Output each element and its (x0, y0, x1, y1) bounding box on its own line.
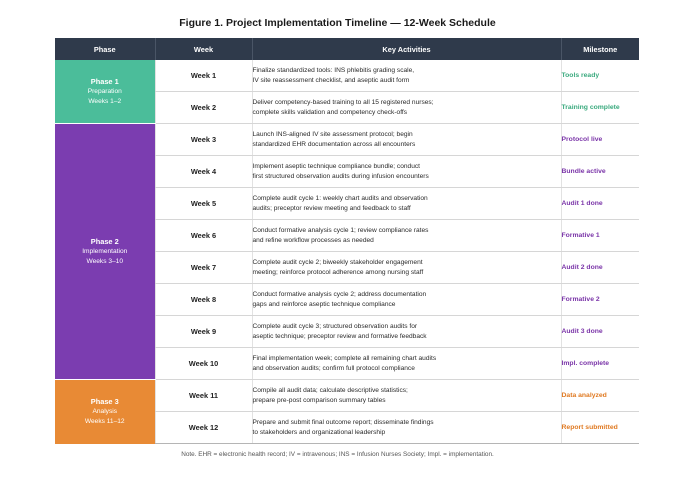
table-row (55, 60, 639, 92)
activity-line: prepare pre-post comparison summary tables (252, 396, 386, 404)
activity-line: Launch INS-aligned IV site assessment protocol; begin (252, 130, 413, 138)
column-header-week: Week (155, 38, 252, 60)
phase-name: Phase 2 (90, 236, 119, 246)
week-cell: Week 11 (155, 380, 252, 412)
activity-line: and refine workflow processes as needed (252, 236, 374, 244)
activity-line: aseptic technique; preceptor review and formative feedback (252, 332, 427, 340)
activity-cell (252, 348, 561, 380)
phase-2-cell (55, 124, 155, 380)
activity-cell (252, 156, 561, 188)
activity-line: IV site reassessment checklist, and aseptic audit form (252, 76, 410, 84)
milestone-cell: Audit 1 done (561, 188, 639, 220)
milestone-cell: Protocol live (561, 124, 639, 156)
week-cell: Week 8 (155, 284, 252, 316)
phase-1-cell (55, 60, 155, 124)
milestone-cell: Impl. complete (561, 348, 639, 380)
activity-cell (252, 316, 561, 348)
activity-line: gaps and reinforce aseptic technique compliance (252, 300, 396, 308)
activity-line: Final implementation week; complete all remaining chart audits (252, 354, 437, 362)
phase-3-cell (55, 380, 155, 444)
table-row (55, 380, 639, 412)
table-note: Note. EHR = electronic health record; IV = intravenous; INS = Infusion Nurses Society; Impl. = implementation. (181, 451, 494, 458)
week-cell: Week 7 (155, 252, 252, 284)
week-cell: Week 10 (155, 348, 252, 380)
phase-name: Phase 1 (90, 76, 119, 86)
milestone-cell: Data analyzed (561, 380, 639, 412)
activity-line: Implement aseptic technique compliance bundle; conduct (252, 162, 421, 170)
activity-line: Prepare and submit final outcome report; disseminate findings (252, 418, 434, 426)
phase-label: Analysis (92, 407, 118, 415)
phase-weeks: Weeks 3–10 (86, 257, 124, 265)
activity-line: first structured observation audits during infusion encounters (252, 172, 429, 180)
activity-line: Complete audit cycle 3; structured observation audits for (252, 322, 418, 330)
week-cell: Week 2 (155, 92, 252, 124)
activity-cell (252, 412, 561, 444)
activity-cell (252, 188, 561, 220)
activity-cell (252, 380, 561, 412)
activity-line: Complete audit cycle 1: weekly chart audits and observation (252, 194, 428, 202)
activity-cell (252, 60, 561, 92)
week-cell: Week 3 (155, 124, 252, 156)
activity-line: Finalize standardized tools: INS phlebitis grading scale, (252, 66, 415, 74)
phase-label: Preparation (87, 87, 122, 95)
column-header-phase: Phase (55, 38, 155, 60)
phase-label: Implementation (82, 247, 128, 255)
activity-cell (252, 284, 561, 316)
activity-cell (252, 92, 561, 124)
milestone-cell: Audit 3 done (561, 316, 639, 348)
phase-name: Phase 3 (90, 396, 119, 406)
week-cell: Week 6 (155, 220, 252, 252)
activity-line: standardized EHR documentation across all encounters (252, 140, 416, 148)
activity-line: Conduct formative analysis cycle 2; address documentation (252, 290, 427, 298)
table-row (55, 124, 639, 156)
milestone-cell: Formative 2 (561, 284, 639, 316)
milestone-cell: Training complete (561, 92, 639, 124)
phase-weeks: Weeks 11–12 (84, 417, 125, 425)
activity-line: meeting; reinforce protocol adherence among nursing staff (252, 268, 424, 276)
timeline-table (55, 38, 639, 444)
activity-cell (252, 220, 561, 252)
activity-line: and observation audits; confirm full protocol compliance (252, 364, 415, 372)
week-cell: Week 5 (155, 188, 252, 220)
table-header-row (55, 38, 639, 60)
activity-line: audits; preceptor review meeting and feedback to staff (252, 204, 411, 212)
activity-cell (252, 252, 561, 284)
activity-line: to stakeholders and organizational leadership (252, 428, 386, 436)
activity-line: Conduct formative analysis cycle 1; review compliance rates (252, 226, 429, 234)
week-cell: Week 9 (155, 316, 252, 348)
figure-title: Figure 1. Project Implementation Timeline — 12-Week Schedule (179, 17, 496, 29)
week-cell: Week 1 (155, 60, 252, 92)
activity-cell (252, 124, 561, 156)
week-cell: Week 4 (155, 156, 252, 188)
phase-weeks: Weeks 1–2 (88, 97, 122, 105)
activity-line: Deliver competency-based training to all 15 registered nurses; (252, 98, 434, 106)
week-cell: Week 12 (155, 412, 252, 444)
column-header-activities: Key Activities (252, 38, 561, 60)
activity-line: Compile all audit data; calculate descriptive statistics; (252, 386, 408, 394)
milestone-cell: Bundle active (561, 156, 639, 188)
column-header-milestone: Milestone (561, 38, 639, 60)
activity-line: Complete audit cycle 2; biweekly stakeholder engagement (252, 258, 423, 266)
milestone-cell: Audit 2 done (561, 252, 639, 284)
activity-line: complete skills validation and competency check-offs (252, 108, 408, 116)
milestone-cell: Formative 1 (561, 220, 639, 252)
milestone-cell: Report submitted (561, 412, 639, 444)
milestone-cell: Tools ready (561, 60, 639, 92)
